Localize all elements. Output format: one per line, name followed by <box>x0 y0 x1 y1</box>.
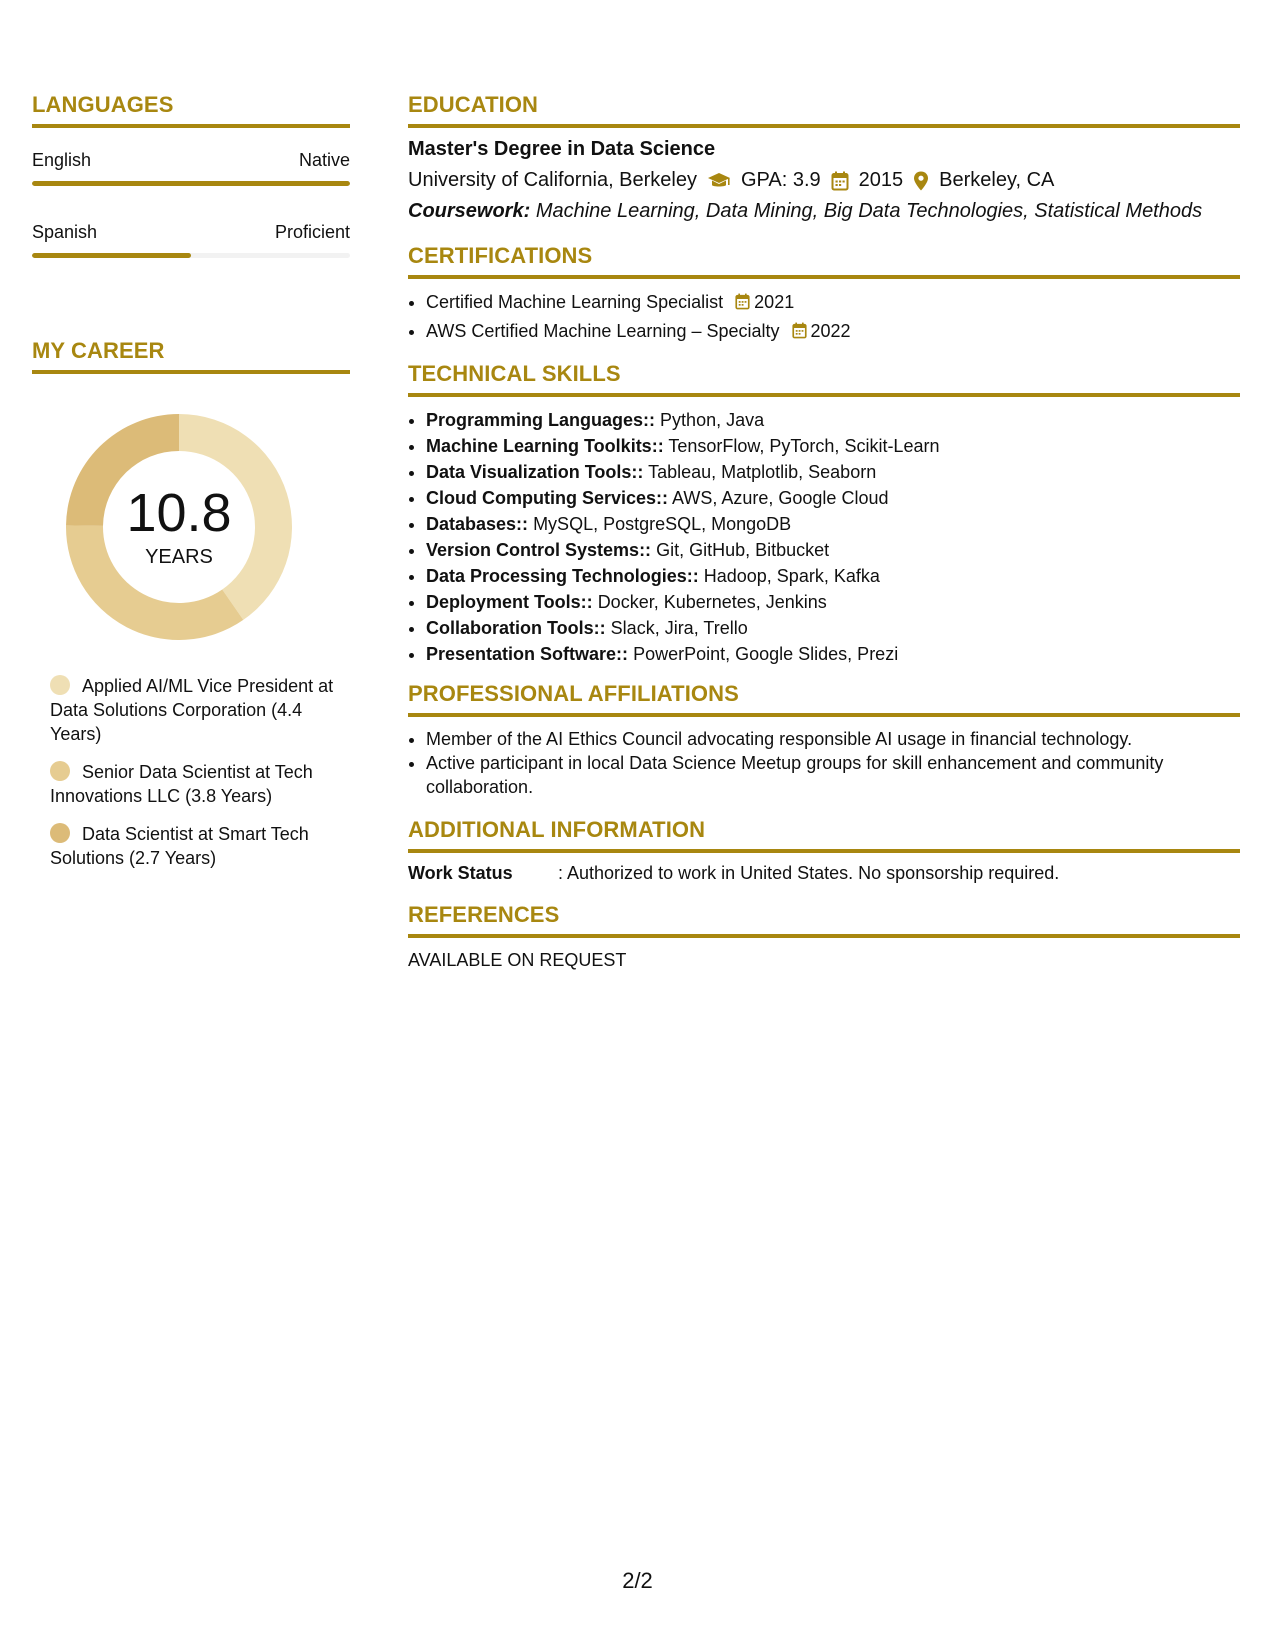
education-section <box>408 92 1240 223</box>
skills-section <box>408 361 1240 667</box>
certifications-section <box>408 243 1240 347</box>
skill-value: Tableau, Matplotlib, Seaborn <box>648 462 877 482</box>
certification-year: 2021 <box>754 292 795 312</box>
skill-value: Git, GitHub, Bitbucket <box>656 540 830 560</box>
language-name: English <box>32 150 92 170</box>
career-role-label: Applied AI/ML Vice President at Data Solutions Corporation (4.4 Years) <box>50 676 334 744</box>
skill-label: Collaboration Tools:: <box>426 618 606 638</box>
certification-item <box>426 318 1240 347</box>
right-column <box>408 92 1240 971</box>
legend-dot <box>50 675 70 695</box>
skill-item <box>426 615 1240 641</box>
references-heading: REFERENCES <box>408 902 1240 938</box>
skill-label: Presentation Software:: <box>426 644 629 664</box>
additional-heading: ADDITIONAL INFORMATION <box>408 817 1240 853</box>
skill-value: Hadoop, Spark, Kafka <box>703 566 880 586</box>
certification-name: AWS Certified Machine Learning – Specialty <box>426 321 780 341</box>
skills-heading: TECHNICAL SKILLS <box>408 361 1240 397</box>
language-spanish <box>32 222 350 258</box>
location-pin-icon <box>913 171 929 191</box>
education-year: 2015 <box>858 169 904 191</box>
skill-value: Python, Java <box>660 410 765 430</box>
skill-value: Docker, Kubernetes, Jenkins <box>597 592 827 612</box>
skill-item <box>426 563 1240 589</box>
skill-label: Machine Learning Toolkits:: <box>426 436 664 456</box>
skill-label: Programming Languages:: <box>426 410 656 430</box>
career-total-unit: YEARS <box>145 545 213 568</box>
skill-item <box>426 511 1240 537</box>
work-status-value: : Authorized to work in United States. No sponsorship required. <box>558 863 1060 883</box>
skill-label: Cloud Computing Services:: <box>426 488 669 508</box>
skill-item <box>426 537 1240 563</box>
page-number: 2/2 <box>622 1568 653 1593</box>
languages-heading: LANGUAGES <box>32 92 350 128</box>
career-legend <box>50 674 350 870</box>
education-coursework <box>408 200 1240 223</box>
work-status-label: Work Status <box>408 863 513 883</box>
skill-item <box>426 641 1240 667</box>
coursework-label: Coursework: <box>408 200 531 222</box>
language-bar <box>32 181 350 186</box>
graduation-cap-icon <box>707 172 731 190</box>
career-heading: MY CAREER <box>32 338 350 374</box>
calendar-icon <box>831 171 849 191</box>
skill-item <box>426 459 1240 485</box>
career-legend-item <box>50 822 350 870</box>
coursework-list: Machine Learning, Data Mining, Big Data Technologies, Statistical Methods <box>535 200 1203 222</box>
career-total-years: 10.8 <box>126 482 232 543</box>
language-name: Spanish <box>32 222 98 242</box>
skill-label: Deployment Tools:: <box>426 592 593 612</box>
calendar-icon <box>792 320 807 347</box>
education-location: Berkeley, CA <box>939 169 1055 191</box>
affiliation-item: • Member of the AI Ethics Council advocating responsible AI usage in financial technology. <box>426 727 1240 751</box>
language-bar-fill <box>32 253 191 258</box>
language-level: Native <box>298 150 350 170</box>
education-heading: EDUCATION <box>408 92 1240 128</box>
calendar-icon <box>735 291 750 318</box>
skill-item <box>426 485 1240 511</box>
language-bar-fill <box>32 181 350 186</box>
career-legend-item <box>50 760 350 808</box>
left-column <box>32 92 350 884</box>
skill-item <box>426 589 1240 615</box>
references-text: AVAILABLE ON REQUEST <box>408 950 627 970</box>
affiliations-heading: PROFESSIONAL AFFILIATIONS <box>408 681 1240 717</box>
certification-name: Certified Machine Learning Specialist <box>426 292 724 312</box>
additional-section <box>408 817 1240 884</box>
certification-year: 2022 <box>810 321 851 341</box>
language-bar <box>32 253 350 258</box>
skill-label: Data Visualization Tools:: <box>426 462 644 482</box>
skill-value: TensorFlow, PyTorch, Scikit-Learn <box>668 436 940 456</box>
education-school: University of California, Berkeley <box>408 169 697 191</box>
skill-item <box>426 407 1240 433</box>
affiliations-section <box>408 681 1240 799</box>
language-english <box>32 150 350 186</box>
skill-value: MySQL, PostgreSQL, MongoDB <box>533 514 792 534</box>
career-donut-chart <box>66 414 292 640</box>
legend-dot <box>50 823 70 843</box>
skill-value: Slack, Jira, Trello <box>610 618 748 638</box>
skill-label: Version Control Systems:: <box>426 540 652 560</box>
affiliation-item: • Active participant in local Data Science Meetup groups for skill enhancement and community collaboration. <box>426 751 1240 799</box>
career-legend-item <box>50 674 350 746</box>
certification-item <box>426 289 1240 318</box>
work-status-row <box>408 863 1240 884</box>
references-section <box>408 902 1240 971</box>
career-role-label: Data Scientist at Smart Tech Solutions (2.7 Years) <box>50 824 309 868</box>
career-role-label: Senior Data Scientist at Tech Innovations LLC (3.8 Years) <box>50 762 313 806</box>
skill-value: PowerPoint, Google Slides, Prezi <box>633 644 899 664</box>
education-gpa: GPA: 3.9 <box>741 169 821 191</box>
skill-item <box>426 433 1240 459</box>
legend-dot <box>50 761 70 781</box>
skill-label: Databases:: <box>426 514 529 534</box>
skill-label: Data Processing Technologies:: <box>426 566 699 586</box>
language-level: Proficient <box>274 222 350 242</box>
skill-value: AWS, Azure, Google Cloud <box>672 488 889 508</box>
education-degree: Master's Degree in Data Science <box>408 138 716 160</box>
education-details <box>408 169 1240 192</box>
certifications-heading: CERTIFICATIONS <box>408 243 1240 279</box>
